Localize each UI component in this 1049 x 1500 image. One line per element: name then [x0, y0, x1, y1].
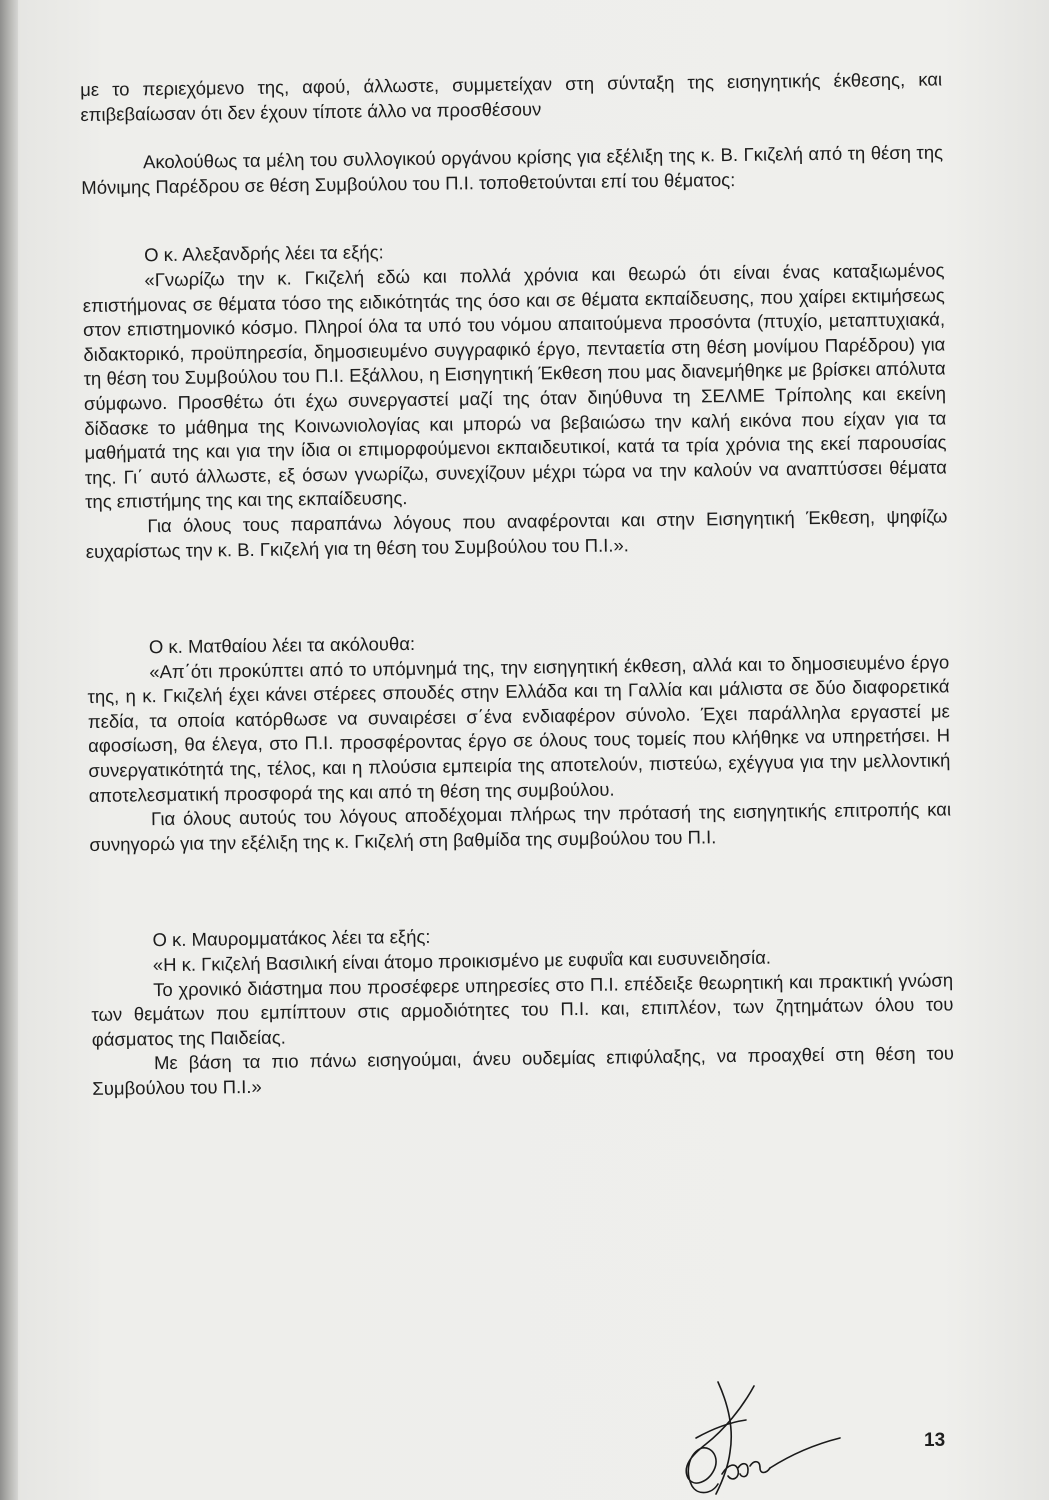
- page-number: 13: [924, 1430, 946, 1451]
- binding-edge: [0, 0, 18, 1500]
- statement-mavrommatakos: «Η κ. Γκιζελή Βασιλική είναι άτομο προικισμένο με ευφυΐα και ευσυνειδησία.: [152, 946, 772, 976]
- statement-matthaiou: «Απ΄ότι προκύπτει από το υπόμνημά της, την εισηγητική έκθεση, αλλά και το δημοσιευμένο έργο της, η κ. Γκιζελή έχει κάνει στέρεες σπουδές στην Ελλάδα και τη Γαλλία και μάλιστα σε δύο διαφορετικά πεδία, τα οποία κατόρθωσε να συναιρέσει σ΄ένα ενδιαφέρον σύνολο. Έχει παράλληλα εργαστεί με αφοσίωση, θα έλεγα, στο Π.Ι. προσφέροντας έργο σε όλους τους τομείς που κλήθηκε να υπηρετήσει. Η συνεργατικότητά της, τέλος, και η πλούσια εμπειρία της αποτελούν, πιστεύω, εχέγγυα για την μελλοντική αποτελεσματική προσφορά της και από τη θέση της συμβούλου.: [87, 651, 951, 806]
- statement-alexandris: «Γνωρίζω την κ. Γκιζελή εδώ και πολλά χρόνια και θεωρώ ότι είναι ένας καταξιωμένος επιστήμονας σε θέματα τόσο της ειδικότητάς της όσο και σε θέματα εκπαίδευσης, που χαίρει εκτιμήσεως στον επιστημονικό κόσμο. Πληροί όλα τα υπό του νόμου απαιτούμενα προσόντα (πτυχίο, μεταπτυχιακά, διδακτορικό, προϋπηρεσία, δημοσιευμένο συγγραφικό έργο, πενταετία στη θέση μονίμου Παρέδρου) για τη θέση του Συμβούλου του Π.Ι. Εξάλλου, η Εισηγητική Έκθεση που μας διανεμήθηκε με βρίσκει απόλυτα σύμφωνο. Προσθέτω ότι έχω συνεργαστεί μαζί της όταν διηύθυνα τη ΣΕΛΜΕ Τρίπολης και εκείνη δίδασκε το μάθημα της Κοινωνιολογίας και μπορώ να βεβαιώσω την καλή εικόνα που είχαν για τα μαθήματά της και για την ίδια οι επιμορφούμενοι εκπαιδευτικοί, κατά τα τρία χρόνια της εκεί παρουσίας της. Γι΄ αυτό άλλωστε, εξ όσων γνωρίζω, συνεχίζουν μέχρι τώρα να την καλούν να αναπτύσσει θέματα της επιστήμης της και της εκπαίδευσης.: [82, 259, 947, 513]
- paragraph-continuation: με το περιεχόμενο της, αφού, άλλωστε, συμμετείχαν στη σύνταξη της εισηγητικής έκθεσης, και επιβεβαίωσαν ότι δεν έχουν τίποτε άλλο να προσθέσουν: [80, 68, 943, 125]
- speaker-alexandris: Ο κ. Αλεξανδρής λέει τα εξής:: [144, 241, 384, 266]
- statement-matthaiou-conclusion: Για όλους αυτούς του λόγους αποδέχομαι πλήρως την πρότασή της εισηγητικής επιτροπής και συνηγορώ για την εξέλιξη της κ. Γκιζελή στη βαθμίδα της συμβούλου του Π.Ι.: [89, 798, 952, 855]
- signature-icon: [662, 1378, 842, 1500]
- body-text: [80, 67, 954, 1101]
- paragraph-intro: Ακολούθως τα μέλη του συλλογικού οργάνου κρίσης για εξέλιξη της κ. Β. Γκιζελή από τη θέση της Μόνιμης Παρέδρου σε θέση Συμβούλου του Π.Ι. τοποθετούνται επί του θέματος:: [81, 141, 944, 198]
- statement-alexandris-conclusion: Για όλους τους παραπάνω λόγους που αναφέρονται και στην Εισηγητική Έκθεση, ψηφίζω ευχαρίστως την κ. Β. Γκιζελή για τη θέση του Συμβούλου του Π.Ι.».: [85, 505, 948, 562]
- statement-mavrommatakos-conclusion: Με βάση τα πιο πάνω εισηγούμαι, άνευ ουδεμίας επιφύλαξης, να προαχθεί στη θέση του Συμβούλου του Π.Ι.»: [92, 1042, 955, 1099]
- speaker-mavrommatakos: Ο κ. Μαυρομματάκος λέει τα εξής:: [152, 926, 431, 951]
- speaker-matthaiou: Ο κ. Ματθαίου λέει τα ακόλουθα:: [148, 633, 416, 658]
- statement-mavrommatakos-body: Το χρονικό διάστημα που προσέφερε υπηρεσίες στο Π.Ι. επέδειξε θεωρητική και πρακτική γνώση των θεμάτων που εμπίπτουν στις αρμοδιότητες του Π.Ι. και, επιπλέον, των ζητημάτων όλου του φάσματος της Παιδείας.: [91, 969, 954, 1050]
